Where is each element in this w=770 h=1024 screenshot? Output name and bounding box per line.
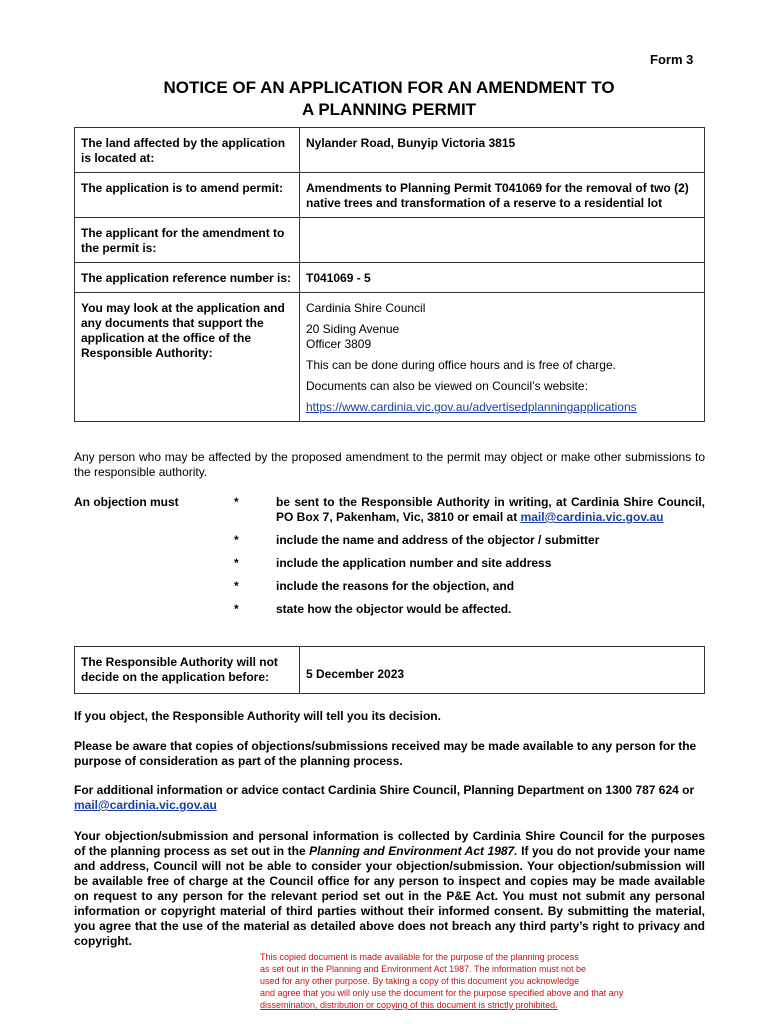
objection-item-4: include the reasons for the objection, and [276,579,515,593]
objection-item-1: be sent to the Responsible Authority in writing, at Cardinia Shire Council, PO Box 7, Pakenham, Vic, 3810 or email at [276,495,705,524]
intro-paragraph: Any person who may be affected by the proposed amendment to the permit may object or make other submissions to the responsible authority. [74,450,705,479]
council-name: Cardinia Shire Council [306,301,426,315]
decision-note: If you object, the Responsible Authority will tell you its decision. [74,709,441,723]
table-row [75,293,705,422]
contact-text: For additional information or advice contact Cardinia Shire Council, Planning Department on 1300 787 624 or [74,783,695,797]
privacy-paragraph [74,829,705,949]
bullet-star-icon: * [234,533,239,547]
applicant-label: The applicant for the amendment to the permit is: [75,218,300,263]
bullet-star-icon: * [234,579,239,593]
amend-value: Amendments to Planning Permit T041069 for the removal of two (2) native trees and transformation of a reserve to a residential lot [300,173,705,218]
table-row [75,173,705,218]
contact-paragraph [74,783,705,813]
website-link[interactable]: https://www.cardinia.vic.gov.au/advertisedplanningapplications [306,400,637,414]
privacy-text-1: Your objection/submission and personal information is collected by Cardinia Shire Council for the purposes of the planning process as set out in the [74,829,705,858]
copies-note: Please be aware that copies of objections/submissions received may be made available to any person for the purpose of consideration as part of the planning process. [74,739,697,768]
objection-item-5: state how the objector would be affected. [276,602,512,616]
address-line-1: 20 Siding Avenue [306,322,400,336]
amend-label: The application is to amend permit: [75,173,300,218]
contact-email-link[interactable]: mail@cardinia.vic.gov.au [74,798,217,812]
bullet-star-icon: * [234,602,239,616]
responsible-authority-details [300,293,705,422]
privacy-text-2: If you do not provide your name and address, Council will not be able to consider your objection/submission. Your objection/submission will be available free of charge at the Council office for any person to inspect and copies may be made available on request to any person for the relevant period set out in the P&E Act. You must not submit any personal information or copyright material of third parties without their informed consent. By submitting the material, you agree that the use of the material as detailed above does not breach any third party’s right to privacy and copyright. [74,844,705,948]
page-title [74,77,704,121]
title-line-1: NOTICE OF AN APPLICATION FOR AN AMENDMENT TO [163,78,615,97]
objection-email-link[interactable]: mail@cardinia.vic.gov.au [520,510,664,524]
office-hours-text: This can be done during office hours and is free of charge. [306,358,616,372]
reference-label: The application reference number is: [75,263,300,293]
copy-notice-stamp [260,951,680,1011]
copy-notice-line-4: and agree that you will only use the document for the purpose specified above and that any [260,988,624,998]
decision-date: 5 December 2023 [300,647,705,694]
land-label: The land affected by the application is located at: [75,128,300,173]
inspection-label: You may look at the application and any documents that support the application at the office of the Responsible Authority: [75,293,300,422]
objection-item-2: include the name and address of the objector / submitter [276,533,600,547]
form-number: Form 3 [650,52,694,67]
table-row [75,218,705,263]
list-item [234,602,705,617]
copy-notice-line-2: as set out in the Planning and Environment Act 1987. The information must not be [260,964,587,974]
table-row [75,647,705,694]
decision-date-table [74,646,705,694]
bullet-star-icon: * [234,495,239,509]
copy-notice-line-1: This copied document is made available for the purpose of the planning process [260,952,579,962]
copy-notice-line-5: dissemination, distribution or copying of this document is strictly prohibited. [260,1000,558,1010]
applicant-value [300,218,705,263]
copy-notice-line-3: used for any other purpose. By taking a copy of this document you acknowledge [260,976,580,986]
list-item [234,495,705,525]
objection-label: An objection must [74,495,179,509]
objection-requirements [234,495,705,625]
table-row [75,128,705,173]
objection-item-3: include the application number and site address [276,556,552,570]
table-row [75,263,705,293]
title-line-2: A PLANNING PERMIT [301,100,477,119]
address-line-2: Officer 3809 [306,337,372,351]
application-details-table [74,127,705,422]
reference-value: T041069 - 5 [300,263,705,293]
website-text: Documents can also be viewed on Council’s website: [306,379,588,393]
list-item [234,579,705,594]
list-item [234,556,705,571]
list-item [234,533,705,548]
bullet-star-icon: * [234,556,239,570]
land-value: Nylander Road, Bunyip Victoria 3815 [300,128,705,173]
privacy-act-name: Planning and Environment Act 1987. [309,844,518,858]
decision-label: The Responsible Authority will not decide on the application before: [75,647,300,694]
